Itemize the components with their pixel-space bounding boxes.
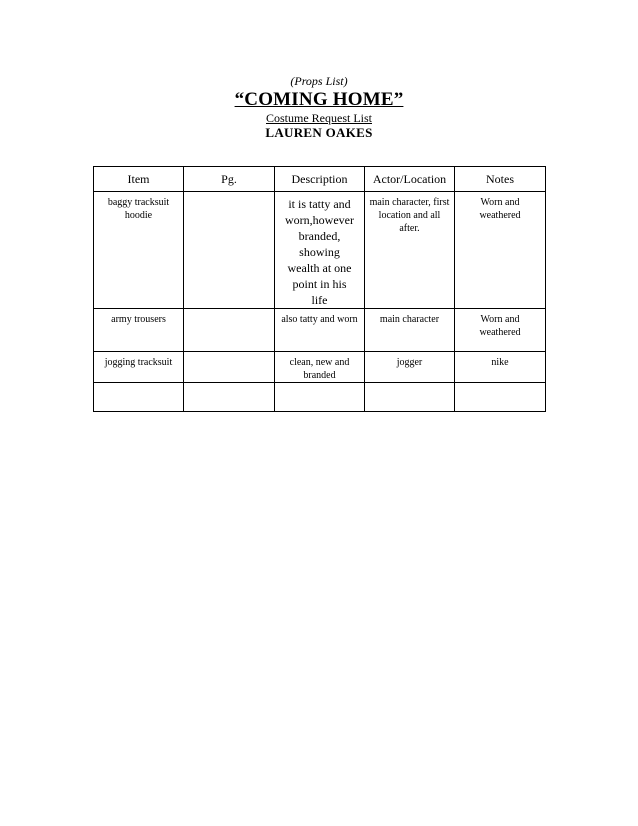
- header-page: Pg.: [184, 167, 275, 192]
- header-item: Item: [94, 167, 184, 192]
- cell-notes: [455, 383, 546, 412]
- cell-item-text: baggy tracksuit hoodie: [107, 197, 170, 221]
- cell-item: [94, 383, 184, 412]
- cell-actor-location: [365, 383, 455, 412]
- table-row: [94, 192, 546, 309]
- cell-actor-location-text: main character, first location and all after.: [369, 197, 450, 234]
- table-row: [94, 309, 546, 352]
- cell-page: [184, 192, 275, 309]
- cell-description-text: clean, new and branded: [289, 357, 350, 381]
- cell-actor-location: [365, 192, 455, 309]
- cell-notes: [455, 309, 546, 352]
- cell-actor-location-text: jogger: [396, 357, 423, 368]
- cell-description: [275, 309, 365, 352]
- table-row: [94, 383, 546, 412]
- cell-notes-text: Worn and weathered: [479, 314, 521, 338]
- header-actor-location: Actor/Location: [365, 167, 455, 192]
- cell-actor-location-text: main character: [379, 314, 440, 325]
- costume-table: [93, 166, 546, 412]
- cell-notes: [455, 352, 546, 383]
- cell-description: [275, 192, 365, 309]
- cell-actor-location: [365, 352, 455, 383]
- cell-page: [184, 352, 275, 383]
- cell-item-text: army trousers: [111, 314, 166, 325]
- cell-item: [94, 192, 184, 309]
- table-row: [94, 352, 546, 383]
- cell-page: [184, 309, 275, 352]
- cell-description: [275, 352, 365, 383]
- header-notes: Notes: [455, 167, 546, 192]
- cell-actor-location: [365, 309, 455, 352]
- cell-item: [94, 309, 184, 352]
- request-list-heading: Costume Request List: [266, 111, 372, 125]
- document-title: “COMING HOME”: [234, 89, 404, 110]
- cell-description: [275, 383, 365, 412]
- table-header-row: [94, 167, 546, 192]
- cell-description-text: it is tatty and worn,however branded, showing wealth at one point in his life: [285, 197, 354, 307]
- cell-description-text: also tatty and worn: [281, 314, 358, 325]
- cell-item: [94, 352, 184, 383]
- document-subtitle: (Props List): [290, 74, 348, 88]
- cell-notes-text: Worn and weathered: [479, 197, 521, 221]
- cell-item-text: jogging tracksuit: [104, 357, 173, 368]
- cell-notes-text: nike: [491, 357, 509, 368]
- header-description: Description: [275, 167, 365, 192]
- author-name: LAUREN OAKES: [265, 125, 373, 140]
- cell-page: [184, 383, 275, 412]
- cell-notes: [455, 192, 546, 309]
